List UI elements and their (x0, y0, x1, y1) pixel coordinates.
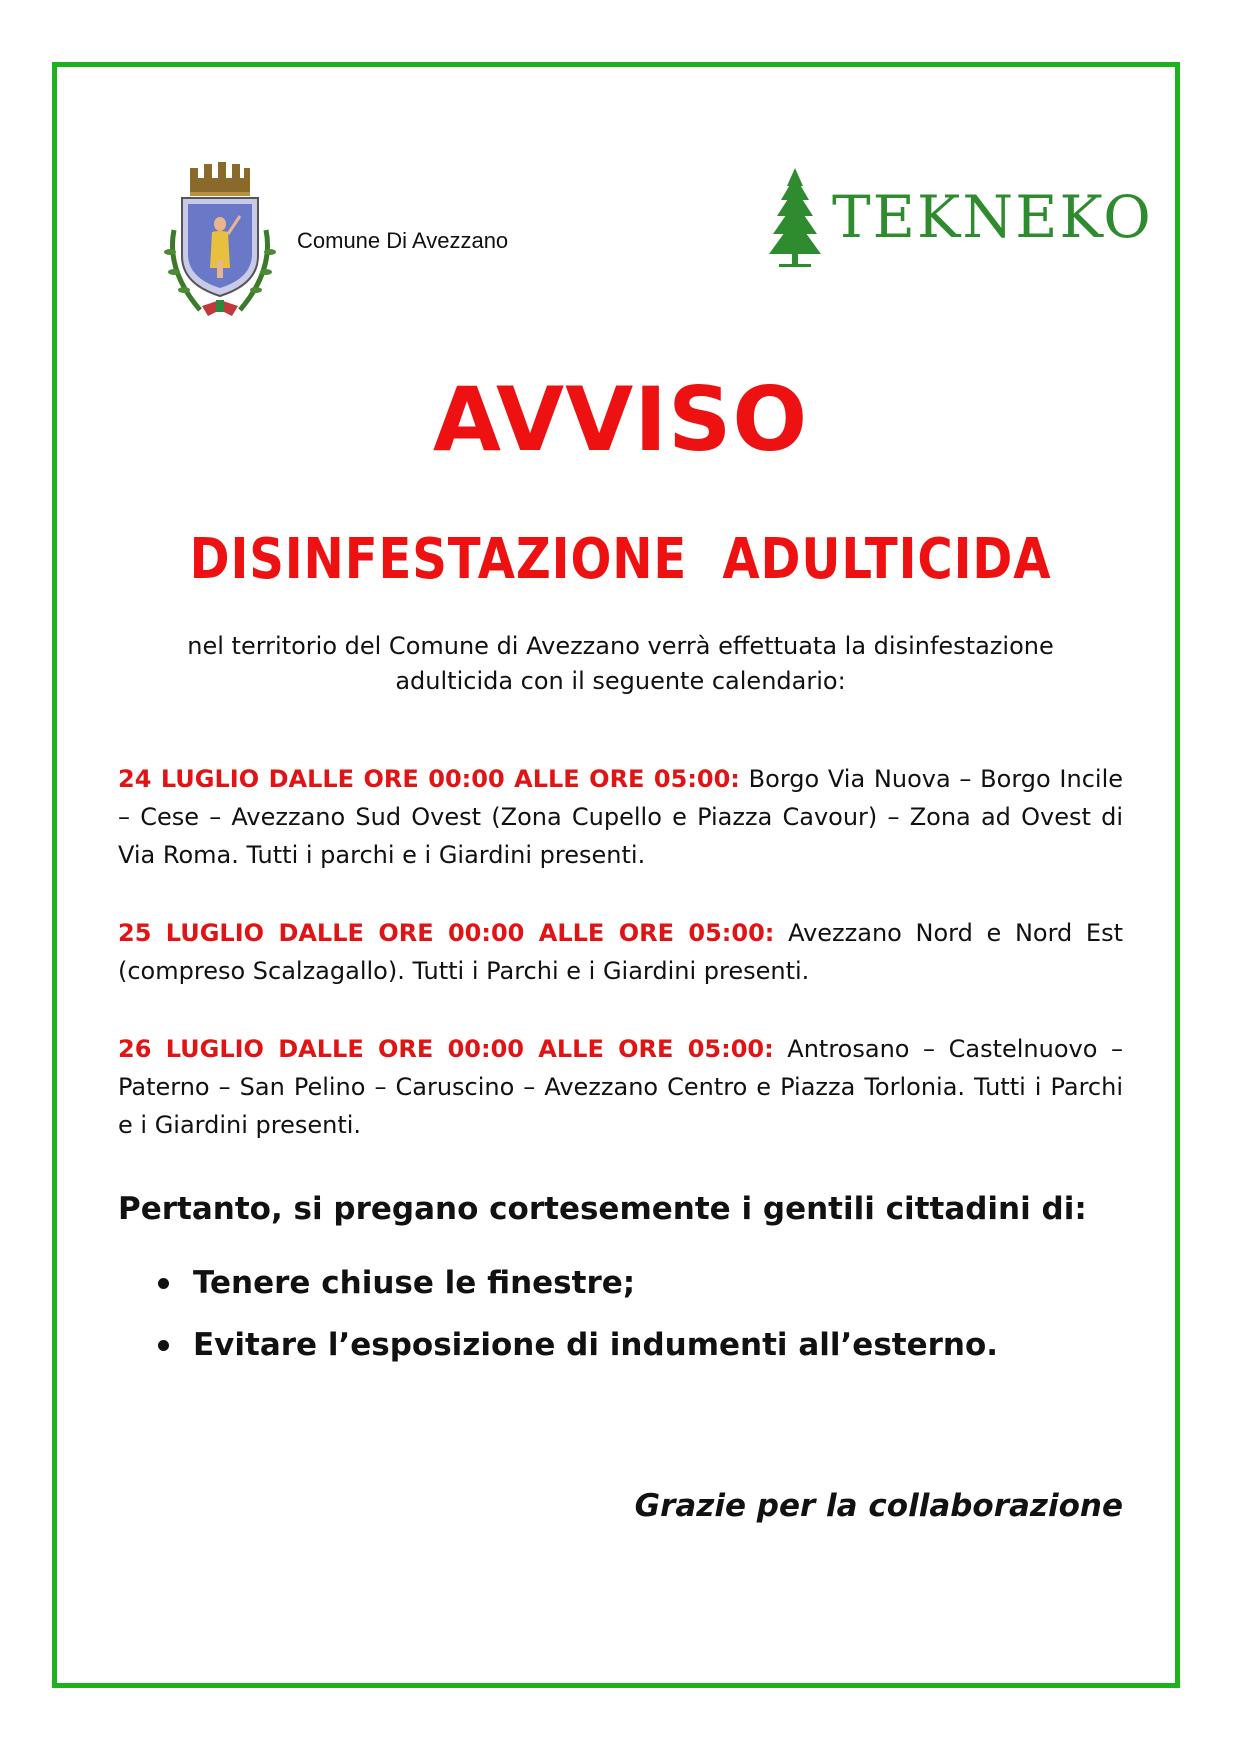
list-item-text: Tenere chiuse le finestre; (193, 1265, 636, 1301)
calendar-entry (118, 1030, 1123, 1144)
list-item (158, 1252, 998, 1314)
request-lead: Pertanto, si pregano cortesemente i gentili cittadini di: (118, 1191, 1087, 1227)
intro-text (0, 629, 1241, 699)
notice-subtitle: DISINFESTAZIONE ADULTICIDA (189, 527, 1052, 592)
closing-thanks: Grazie per la collaborazione (634, 1488, 1123, 1524)
calendar-date: 25 LUGLIO DALLE ORE 00:00 ALLE ORE 05:00: (118, 919, 775, 947)
comune-label: Comune Di Avezzano (297, 228, 509, 253)
bullet-icon (158, 1340, 169, 1351)
calendar-entry (118, 914, 1123, 990)
calendar-areas: Avezzano Nord e Nord Est (compreso Scalzagallo). Tutti i Parchi e i Giardini presenti. (118, 919, 1124, 985)
intro-line-1: nel territorio del Comune di Avezzano verrà effettuata la disinfestazione (187, 632, 1054, 660)
notice-title: AVVISO (432, 368, 809, 471)
calendar-areas: Borgo Via Nuova – Borgo Incile – Cese – Avezzano Sud Ovest (Zona Cupello e Piazza Cavour) – Zona ad Ovest di Via Roma. Tutti i parchi e i Giardini presenti. (118, 765, 1124, 869)
comune-crest-icon (160, 160, 280, 320)
bullet-icon (158, 1278, 169, 1289)
calendar-date: 26 LUGLIO DALLE ORE 00:00 ALLE ORE 05:00: (118, 1035, 774, 1063)
calendar-date: 24 LUGLIO DALLE ORE 00:00 ALLE ORE 05:00: (118, 765, 740, 793)
request-list (158, 1252, 998, 1376)
list-item (158, 1314, 998, 1376)
calendar-entry (118, 760, 1123, 874)
intro-line-2: adulticida con il seguente calendario: (395, 667, 846, 695)
tekneko-logo-text: TEKNEKO (832, 183, 1153, 251)
calendar-areas: Antrosano – Castelnuovo – Paterno – San Pelino – Caruscino – Avezzano Centro e Piazza Torlonia. Tutti i Parchi e i Giardini presenti. (118, 1035, 1124, 1139)
list-item-text: Evitare l’esposizione di indumenti all’esterno. (193, 1327, 999, 1363)
